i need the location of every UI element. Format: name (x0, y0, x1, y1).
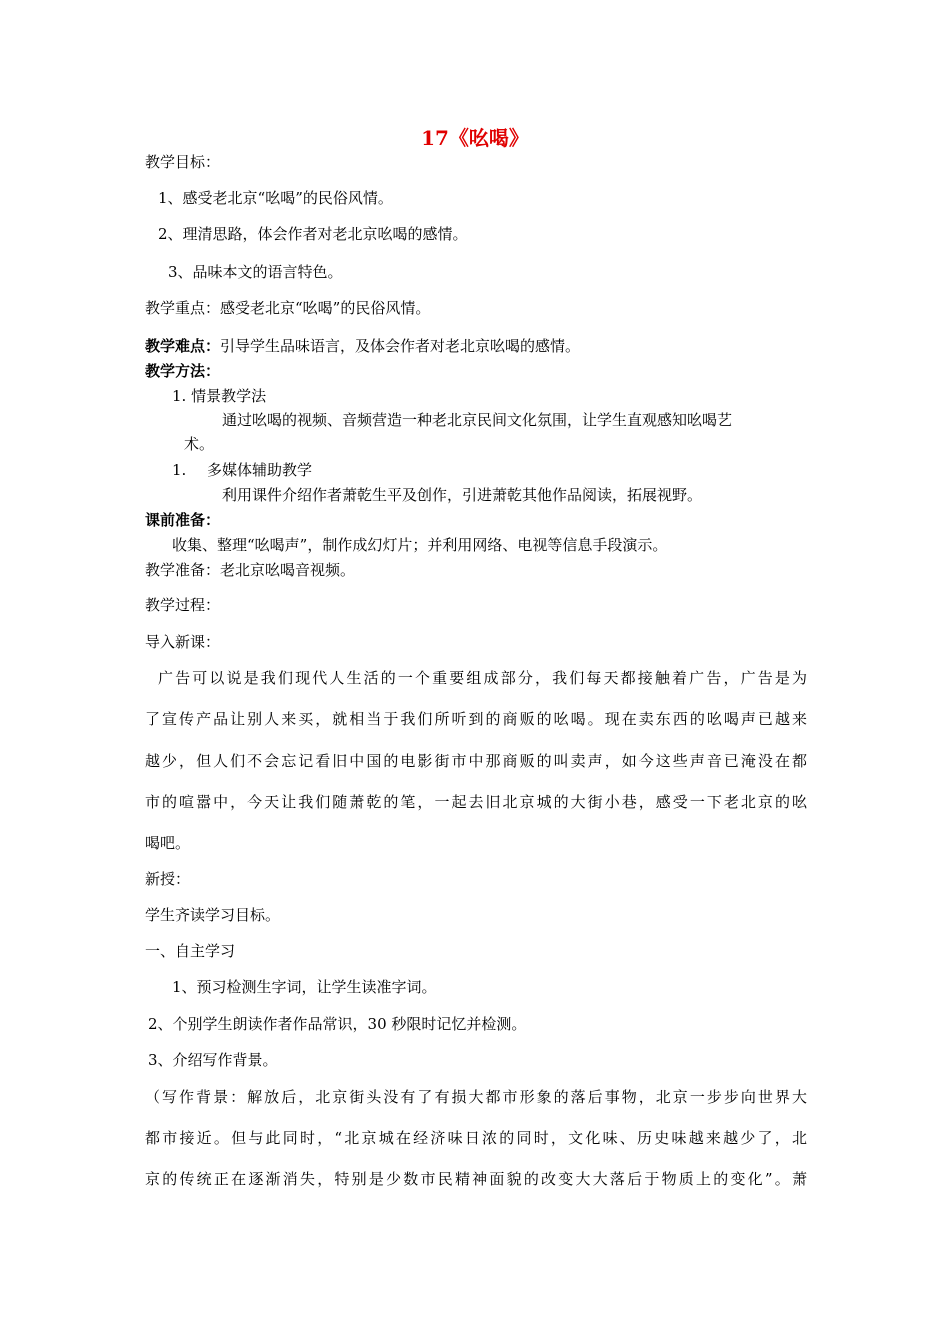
intro-label: 导入新课： (145, 633, 221, 651)
teaching-prep: 教学准备：老北京吆喝音视频。 (145, 561, 356, 579)
difficulty (145, 336, 580, 356)
step-2: 2、个别学生朗读作者作品常识，30 秒限时记忆并检测。 (148, 1015, 527, 1033)
method-2-title: 多媒体辅助教学 (207, 461, 313, 479)
goal-1: 1、感受老北京“吆喝”的民俗风情。 (158, 189, 393, 207)
method-2-desc: 利用课件介绍作者萧乾生平及创作，引进萧乾其他作品阅读，拓展视野。 (222, 486, 703, 504)
background-line-2: 都市接近。但与此同时，“北京城在经济味日浓的同时，文化味、历史味越来越少了，北 (145, 1129, 807, 1147)
difficulty-text: 引导学生品味语言，及体会作者对老北京吆喝的感情。 (220, 337, 581, 355)
background-line-3: 京的传统正在逐渐消失，特别是少数市民精神面貌的改变大大落后于物质上的变化”。萧 (145, 1170, 807, 1188)
difficulty-label: 教学难点： (145, 337, 221, 355)
goal-2: 2、理清思路，体会作者对老北京吆喝的感情。 (158, 225, 468, 243)
prep-label: 课前准备： (145, 511, 221, 529)
method-1-title: 1. 情景教学法 (172, 387, 267, 405)
intro-line-4: 市的喧嚣中，今天让我们随萧乾的笔，一起去旧北京城的大街小巷，感受一下老北京的吆 (145, 793, 807, 811)
intro-line-5: 喝吧。 (145, 834, 191, 852)
read-goals: 学生齐读学习目标。 (145, 906, 281, 924)
method-1-desc: 通过吆喝的视频、音频营造一种老北京民间文化氛围，让学生直观感知吆喝艺 (222, 411, 733, 429)
process-label: 教学过程： (145, 596, 221, 614)
background-line-1: （写作背景：解放后，北京街头没有了有损大都市形象的落后事物，北京一步步向世界大 (145, 1088, 807, 1106)
method-label: 教学方法： (145, 362, 221, 380)
new-lesson-label: 新授： (145, 870, 191, 888)
key-point: 教学重点：感受老北京“吆喝”的民俗风情。 (145, 299, 431, 317)
intro-line-1: 广告可以说是我们现代人生活的一个重要组成部分，我们每天都接触着广告，广告是为 (158, 669, 807, 687)
self-study-heading: 一、自主学习 (145, 942, 236, 960)
method-1-desc-cont: 术。 (184, 435, 215, 453)
prep-text: 收集、整理“吆喝声”，制作成幻灯片；并利用网络、电视等信息手段演示。 (172, 536, 668, 554)
intro-line-2: 了宣传产品让别人来买，就相当于我们所听到的商贩的吆喝。现在卖东西的吆喝声已越来 (145, 710, 807, 728)
goals-label: 教学目标： (145, 153, 221, 171)
method-2-number: 1. (172, 461, 187, 479)
step-3: 3、介绍写作背景。 (148, 1051, 278, 1069)
step-1: 1、预习检测生字词，让学生读准字词。 (172, 978, 437, 996)
intro-line-3: 越少，但人们不会忘记看旧中国的电影街市中那商贩的叫卖声，如今这些声音已淹没在都 (145, 752, 807, 770)
document-title: 17《吆喝》 (421, 126, 529, 150)
goal-3: 3、品味本文的语言特色。 (168, 263, 343, 281)
